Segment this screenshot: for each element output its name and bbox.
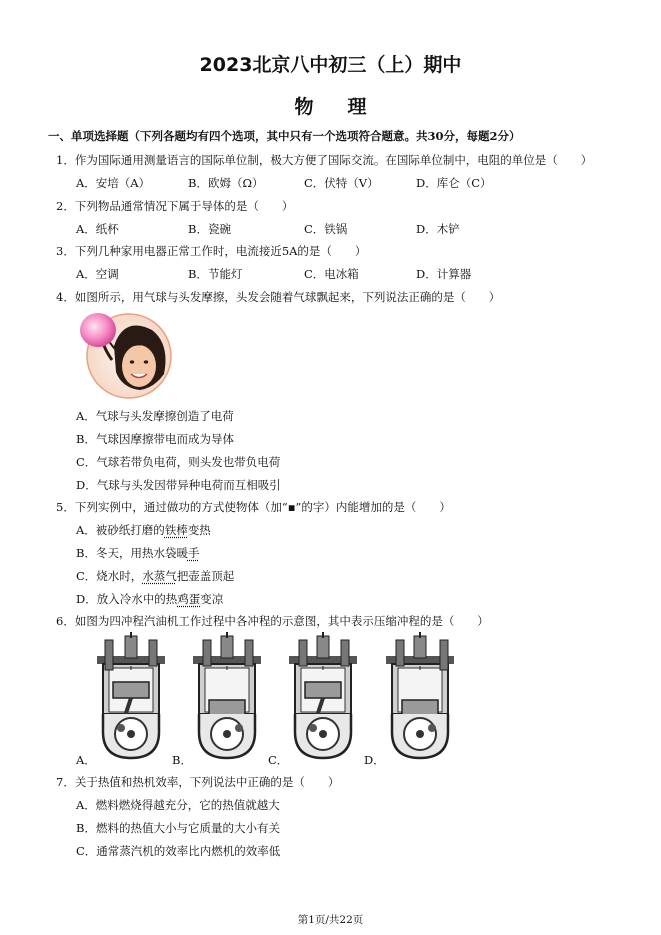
engine-diagram-d bbox=[382, 632, 458, 762]
option-a: A．安培（A） bbox=[76, 176, 151, 190]
option-c: C．铁锅 bbox=[304, 222, 348, 236]
question-1-stem: 1．作为国际通用测量语言的国际单位制，极大方便了国际交流。在国际单位制中，电阻的单位是（ ） bbox=[56, 153, 593, 167]
question-3-options bbox=[76, 266, 596, 282]
question-3-stem: 3．下列几种家用电器正常工作时，电流接近5A的是（ ） bbox=[56, 244, 367, 258]
question-5-stem: 5．下列实例中，通过做功的方式使物体（加“▪”的字）内能增加的是（ ） bbox=[56, 500, 451, 514]
option-b: B．节能灯 bbox=[188, 267, 243, 281]
option-c: C．伏特（V） bbox=[304, 176, 379, 190]
question-1-options bbox=[76, 175, 596, 191]
option-b: B．欧姆（Ω） bbox=[188, 176, 264, 190]
engine-diagram-c bbox=[285, 632, 361, 762]
question-4-option-d: D．气球与头发因带异种电荷而互相吸引 bbox=[76, 478, 281, 492]
question-5-option-c bbox=[76, 568, 234, 584]
option-text: B．冬天，用热水袋暖 bbox=[76, 546, 188, 560]
engine-label-b: B． bbox=[172, 753, 192, 767]
question-5-option-b bbox=[76, 545, 199, 561]
page-title: 2023北京八中初三（上）期中 bbox=[199, 54, 462, 76]
subject-title: 物理 bbox=[294, 96, 401, 118]
question-7-option-c: C．通常蒸汽机的效率比内燃机的效率低 bbox=[76, 844, 281, 858]
option-text: 变凉 bbox=[200, 592, 224, 606]
option-d: D．木铲 bbox=[416, 222, 460, 236]
question-4-stem: 4．如图所示，用气球与头发摩擦，头发会随着气球飘起来，下列说法正确的是（ ） bbox=[56, 290, 501, 304]
dotted-word: 铁棒 bbox=[164, 523, 188, 537]
engine-label-c: C． bbox=[268, 753, 289, 767]
dotted-word: 水蒸气 bbox=[142, 569, 177, 583]
dotted-word: 手 bbox=[187, 546, 200, 560]
option-text: C．烧水时， bbox=[76, 569, 143, 583]
engine-label-d: D． bbox=[364, 753, 385, 767]
question-5-option-d bbox=[76, 591, 223, 607]
option-text: D．放入冷水中的热 bbox=[76, 592, 178, 606]
question-7-option-a: A．燃料燃烧得越充分，它的热值就越大 bbox=[76, 798, 280, 812]
question-6-stem: 6．如图为四冲程汽油机工作过程中各冲程的示意图，其中表示压缩冲程的是（ ） bbox=[56, 614, 489, 628]
question-4-option-b: B．气球因摩擦带电而成为导体 bbox=[76, 432, 234, 446]
question-2-options bbox=[76, 221, 596, 237]
engine-diagram-b bbox=[189, 632, 265, 762]
option-text: A．被砂纸打磨的 bbox=[76, 523, 165, 537]
engine-diagram-a bbox=[93, 632, 169, 762]
page-footer: 第1页/共22页 bbox=[297, 914, 364, 926]
option-a: A．纸杯 bbox=[76, 222, 119, 236]
option-d: D．库仑（C） bbox=[416, 176, 492, 190]
balloon-hair-figure bbox=[74, 310, 174, 400]
question-2-stem: 2．下列物品通常情况下属于导体的是（ ） bbox=[56, 199, 294, 213]
question-7-stem: 7．关于热值和热机效率，下列说法中正确的是（ ） bbox=[56, 775, 340, 789]
question-5-option-a bbox=[76, 522, 211, 538]
option-text: 把壶盖顶起 bbox=[176, 569, 235, 583]
option-text: 变热 bbox=[187, 523, 211, 537]
option-b: B．瓷碗 bbox=[188, 222, 231, 236]
option-d: D．计算器 bbox=[416, 267, 472, 281]
question-4-option-a: A．气球与头发摩擦创造了电荷 bbox=[76, 409, 234, 423]
option-a: A．空调 bbox=[76, 267, 119, 281]
dotted-word: 鸡蛋 bbox=[177, 592, 201, 606]
engine-label-a: A． bbox=[76, 753, 96, 767]
option-c: C．电冰箱 bbox=[304, 267, 359, 281]
question-7-option-b: B．燃料的热值大小与它质量的大小有关 bbox=[76, 821, 280, 835]
question-4-option-c: C．气球若带负电荷，则头发也带负电荷 bbox=[76, 455, 281, 469]
section-heading: 一、单项选择题（下列各题均有四个选项，其中只有一个选项符合题意。共30分，每题2分） bbox=[48, 129, 521, 143]
